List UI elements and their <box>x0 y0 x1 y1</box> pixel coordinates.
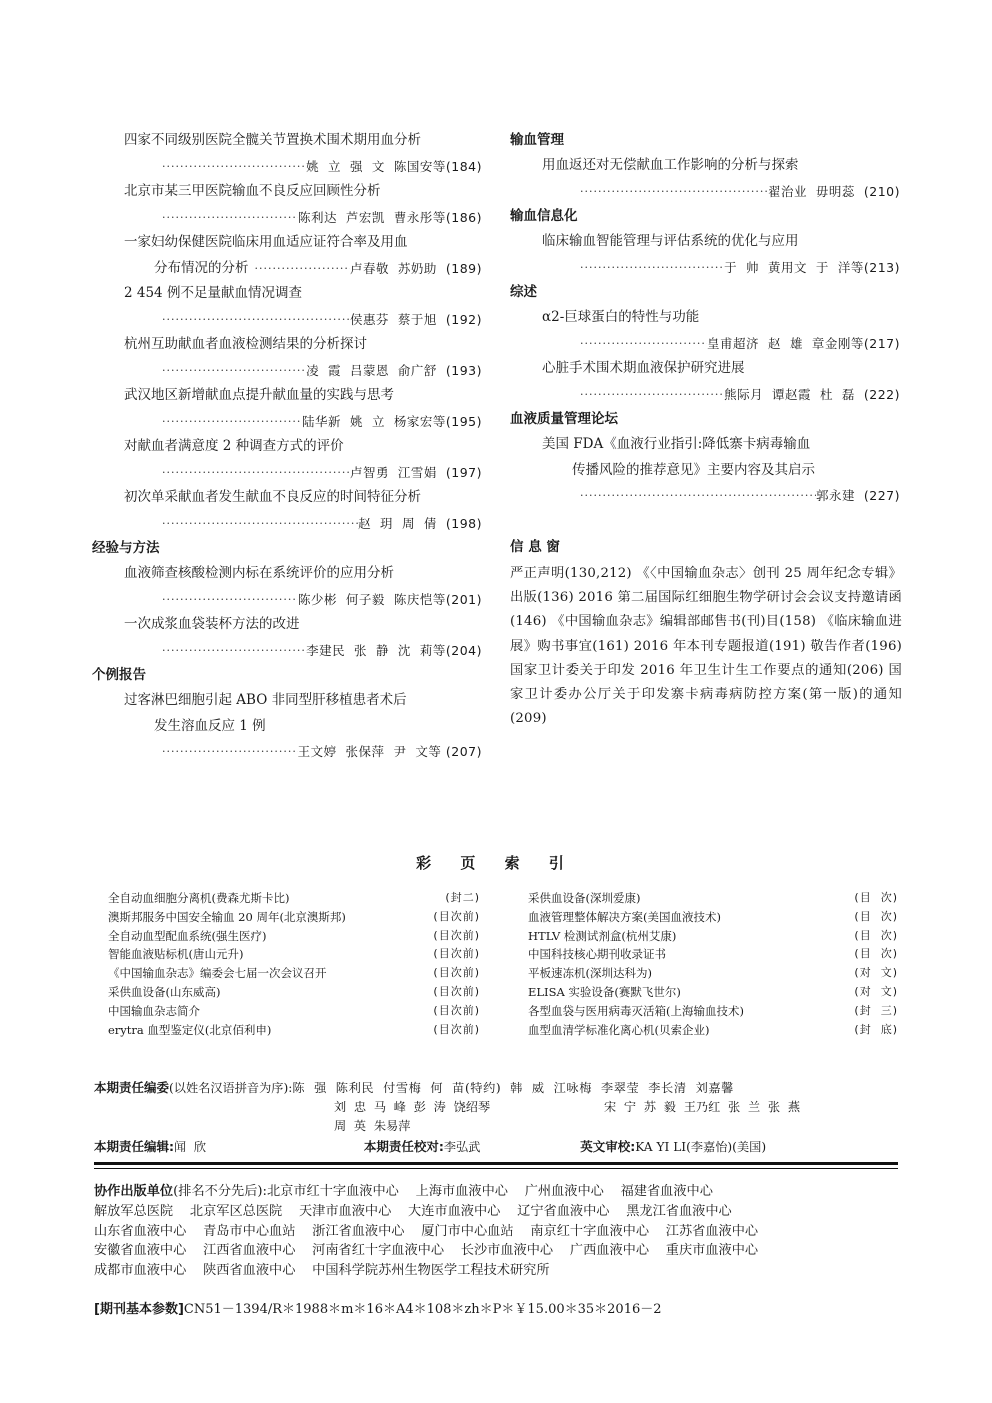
toc-entry[interactable] <box>92 332 482 383</box>
color-index-row[interactable] <box>528 908 898 927</box>
leader-dots <box>162 154 306 180</box>
color-index-row[interactable] <box>528 889 898 908</box>
ad-page: (目次前) <box>433 966 480 980</box>
ad-page: (目次前) <box>433 909 480 923</box>
color-index-row[interactable] <box>528 1002 898 1021</box>
editorial-board-note: (以姓名汉语拼音为序): <box>169 1081 293 1095</box>
color-index-row[interactable] <box>108 1021 480 1040</box>
ad-name: 血型血清学标准化离心机(贝索企业) <box>528 1022 710 1037</box>
editorial-board-names: 周 英 朱易萍 <box>334 1119 411 1133</box>
entry-authors: 卢智勇 江雪娟 (197) <box>349 464 482 480</box>
entry-title: 2 454 例不足量献血情况调查 <box>124 285 302 301</box>
color-index-row[interactable] <box>528 1021 898 1040</box>
toc-entry[interactable] <box>92 434 482 485</box>
entry-authors: 于 帅 黄用文 于 洋等(213) <box>724 259 900 275</box>
co-publishers-line: 安徽省血液中心 江西省血液中心 河南省红十字血液中心 长沙市血液中心 广西血液中心 重庆市血液中心 <box>94 1243 759 1259</box>
entry-title: 四家不同级别医院全髋关节置换术围术期用血分析 <box>124 132 421 148</box>
entry-title: 血液筛查核酸检测内标在系统评价的应用分析 <box>124 565 394 581</box>
entry-title-cont: 发生溶血反应 1 例 <box>154 717 266 734</box>
ad-page: (目 次) <box>854 928 898 942</box>
leader-dots <box>162 638 306 664</box>
entry-title: α2-巨球蛋白的特性与功能 <box>542 309 700 325</box>
entry-title: 杭州互助献血者血液检测结果的分析探讨 <box>124 336 367 352</box>
editorial-board-names: 刘 忠 马 峰 彭 涛 饶绍琴 <box>334 1100 491 1114</box>
ad-name: 《中国输血杂志》编委会七届一次会议召开 <box>108 966 327 981</box>
toc-entry[interactable] <box>92 230 482 281</box>
ad-page: (封 底) <box>854 1022 898 1036</box>
toc-entry[interactable] <box>92 383 482 434</box>
ad-name: 全自动血型配血系统(强生医疗) <box>108 928 267 943</box>
toc-entry[interactable] <box>510 229 900 280</box>
co-publishers-line: 成都市血液中心 陕西省血液中心 中国科学院苏州生物医学工程技术研究所 <box>94 1263 550 1279</box>
journal-params <box>94 1298 662 1317</box>
co-publishers-line: 北京市红十字血液中心 上海市血液中心 广州血液中心 福建省血液中心 <box>266 1184 713 1199</box>
entry-title: 美国 FDA《血液行业指引:降低寨卡病毒输血 <box>542 436 811 452</box>
ad-page: (目次前) <box>433 947 480 961</box>
entry-authors: 陈利达 芦宏凯 曹永彤等(186) <box>297 209 482 225</box>
color-index-left <box>108 889 480 1039</box>
toc-entry[interactable] <box>92 688 482 765</box>
leader-dots <box>162 307 350 333</box>
leader-dots <box>162 739 298 765</box>
toc-right-column <box>510 128 900 560</box>
toc-left-column <box>92 128 482 765</box>
entry-authors: 熊际月 谭赵霞 杜 磊 (222) <box>724 386 900 402</box>
leader-dots <box>580 255 724 281</box>
entry-title: 过客淋巴细胞引起 ABO 非同型肝移植患者术后 <box>124 692 407 708</box>
editorial-board-label: 本期责任编委 <box>94 1080 170 1095</box>
ad-name: 各型血袋与医用病毒灭活箱(上海输血技术) <box>528 1003 744 1018</box>
entry-authors: 姚 立 强 文 陈国安等(184) <box>306 158 482 174</box>
leader-dots <box>162 511 358 537</box>
co-publishers-line: 山东省血液中心 青岛市中心血站 浙江省血液中心 厦门市中心血站 南京红十字血液中心 江苏省血液中心 <box>94 1223 759 1239</box>
leader-dots <box>162 358 306 384</box>
editor-label: 本期责任编辑: <box>94 1139 174 1154</box>
proofreader-label: 本期责任校对: <box>363 1139 444 1154</box>
color-index-title: 彩 页 索 引 <box>416 854 576 872</box>
entry-title: 北京市某三甲医院输血不良反应回顾性分析 <box>124 183 381 199</box>
leader-dots <box>162 205 298 231</box>
section-heading: 个例报告 <box>92 667 146 683</box>
ad-name: ELISA 实验设备(赛默飞世尔) <box>528 984 681 999</box>
ad-name: 采供血设备(深圳爱康) <box>528 891 641 905</box>
entry-title-cont: 传播风险的推荐意见》主要内容及其启示 <box>572 461 815 478</box>
section-heading: 输血信息化 <box>510 208 578 224</box>
leader-dots <box>162 587 298 613</box>
co-publishers-label: 协作出版单位 <box>94 1184 174 1199</box>
toc-entry[interactable] <box>92 561 482 612</box>
toc-entry[interactable] <box>510 305 900 356</box>
entry-authors: 王文婷 张保萍 尹 文等 (207) <box>297 744 482 759</box>
journal-params-value: CN51－1394/R＊1988＊m＊16＊A4＊108＊zh＊P＊￥15.00＊35＊2016－2 <box>183 1302 662 1317</box>
color-index-right <box>528 889 898 1039</box>
english-reviewer-name: KA YI LI(李嘉怡)(美国) <box>635 1140 767 1154</box>
entry-authors: 赵 玥 周 倩 (198) <box>358 515 482 531</box>
color-index-row[interactable] <box>108 908 480 927</box>
entry-title: 一次成浆血袋装杯方法的改进 <box>124 616 300 632</box>
editorial-board-row <box>94 1078 734 1096</box>
leader-dots <box>580 382 724 408</box>
entry-title: 武汉地区新增献血点提升献血量的实践与思考 <box>124 387 394 403</box>
ad-page: (封 三) <box>854 1003 898 1017</box>
toc-entry[interactable] <box>92 485 482 536</box>
toc-entry[interactable] <box>92 612 482 663</box>
divider-thin <box>94 1168 898 1169</box>
editorial-board-names: 陈 强 陈利民 付雪梅 何 苗(特约) 韩 威 江咏梅 李翠莹 李长清 刘嘉馨 <box>292 1081 734 1095</box>
entry-title: 临床输血智能管理与评估系统的优化与应用 <box>542 233 799 249</box>
co-publishers-note: (排名不分先后): <box>173 1184 267 1199</box>
toc-entry[interactable] <box>92 179 482 230</box>
color-index-row[interactable] <box>528 945 898 964</box>
divider-thick <box>94 1162 898 1165</box>
ad-page: (目次前) <box>433 984 480 998</box>
entry-authors: 郭永建 (227) <box>815 488 900 503</box>
ad-name: 中国科技核心期刊收录证书 <box>528 947 666 962</box>
ad-page: (对 文) <box>854 966 898 980</box>
editor-name: 闻 欣 <box>174 1140 207 1154</box>
ad-name: 全自动血细胞分离机(费森尤斯卡比) <box>108 891 290 905</box>
ad-name: 平板速冻机(深圳达科为) <box>528 966 652 981</box>
color-index-row[interactable] <box>108 964 480 983</box>
ad-page: (目 次) <box>854 909 898 923</box>
ad-page: (目次前) <box>433 1003 480 1017</box>
co-publishers-line: 解放军总医院 北京军区总医院 天津市血液中心 大连市血液中心 辽宁省血液中心 黑龙江省血液中心 <box>94 1203 732 1219</box>
entry-title: 心脏手术围术期血液保护研究进展 <box>542 360 745 376</box>
entry-authors: 卢春敬 苏奶助 (189) <box>349 260 482 276</box>
ad-page: (目次前) <box>433 928 480 942</box>
leader-dots <box>580 179 768 205</box>
section-heading: 综述 <box>510 284 537 300</box>
section-heading: 信 息 窗 <box>510 538 560 555</box>
ad-name: 采供血设备(山东威高) <box>108 984 221 999</box>
entry-title: 一家妇幼保健医院临床用血适应证符合率及用血 <box>124 234 408 250</box>
entry-authors: 陆华新 姚 立 杨家宏等(195) <box>302 413 482 429</box>
toc-entry[interactable] <box>510 153 900 204</box>
section-heading: 输血管理 <box>510 132 564 148</box>
toc-entry[interactable] <box>92 128 482 179</box>
entry-authors: 翟治业 毋明蕊 (210) <box>767 183 900 199</box>
section-heading: 血液质量管理论坛 <box>510 411 618 427</box>
section-heading: 经验与方法 <box>92 540 160 556</box>
ad-name: 澳斯邦服务中国安全输血 20 周年(北京澳斯邦) <box>108 909 346 924</box>
info-window-text: 严正声明(130,212) 《〈中国输血杂志〉创刊 25 周年纪念专辑》出版(136) 2016 第二届国际红细胞生物学研讨会会议支持邀请函(146) 《中国输血杂志》编辑部邮售书(刊)目(158) 《临床输血进展》购书事宜(161) 2016 年本刊专题报道(191) 敬告作者(196) 国家卫计委关于印发 2016 年卫生计生工作要点的通知(206) 国家卫计委办公厅关于印发寨卡病毒病防控方案(第一版)的通知(209) <box>510 566 902 727</box>
color-index-row[interactable] <box>108 1002 480 1021</box>
proofreader-name: 李弘武 <box>443 1140 481 1154</box>
entry-authors: 侯惠芬 蔡于旭 (192) <box>349 311 482 327</box>
editorial-board-names: 宋 宁 苏 毅 王乃红 张 兰 张 燕 <box>604 1100 801 1114</box>
color-index-row[interactable] <box>108 927 480 946</box>
leader-dots <box>580 483 816 509</box>
ad-page: (封二) <box>445 891 480 904</box>
color-index-row[interactable] <box>108 983 480 1002</box>
color-index-row[interactable] <box>528 927 898 946</box>
entry-authors: 皇甫超济 赵 雄 章金刚等(217) <box>707 335 900 351</box>
toc-entry[interactable] <box>510 356 900 407</box>
ad-name: erytra 血型鉴定仪(北京佰利申) <box>108 1022 272 1037</box>
ad-page: (目 次) <box>854 947 898 961</box>
entry-authors: 凌 霞 吕蒙恩 俞广舒 (193) <box>306 362 482 378</box>
ad-name: 中国输血杂志简介 <box>108 1003 200 1018</box>
leader-dots <box>162 409 302 435</box>
ad-name: 智能血液贴标机(唐山元升) <box>108 947 244 962</box>
entry-authors: 李建民 张 静 沈 莉等(204) <box>306 642 482 658</box>
ad-page: (目 次) <box>854 891 898 904</box>
entry-title: 用血返还对无偿献血工作影响的分析与探索 <box>542 157 799 173</box>
color-index-row[interactable] <box>528 964 898 983</box>
journal-params-label: [期刊基本参数] <box>94 1302 184 1317</box>
ad-name: 血液管理整体解决方案(美国血液技术) <box>528 909 721 924</box>
toc-entry[interactable] <box>92 281 482 332</box>
entry-authors: 陈少彬 何子毅 陈庆恺等(201) <box>297 591 482 607</box>
toc-entry[interactable] <box>510 432 900 509</box>
color-index-row[interactable] <box>528 983 898 1002</box>
entry-title: 对献血者满意度 2 种调查方式的评价 <box>124 438 344 454</box>
editor-row <box>94 1137 766 1155</box>
leader-dots <box>162 460 350 486</box>
entry-title-cont: 分布情况的分析 <box>154 259 249 276</box>
leader-dots <box>255 256 350 282</box>
ad-page: (目次前) <box>433 1022 480 1036</box>
co-publishers <box>94 1182 904 1281</box>
leader-dots <box>580 331 707 357</box>
english-reviewer-label: 英文审校: <box>580 1139 636 1154</box>
color-index-row[interactable] <box>108 889 480 908</box>
ad-page: (对 文) <box>854 984 898 998</box>
entry-title: 初次单采献血者发生献血不良反应的时间特征分析 <box>124 489 421 505</box>
ad-name: HTLV 检测试剂盒(杭州艾康) <box>528 928 677 943</box>
color-index-row[interactable] <box>108 945 480 964</box>
